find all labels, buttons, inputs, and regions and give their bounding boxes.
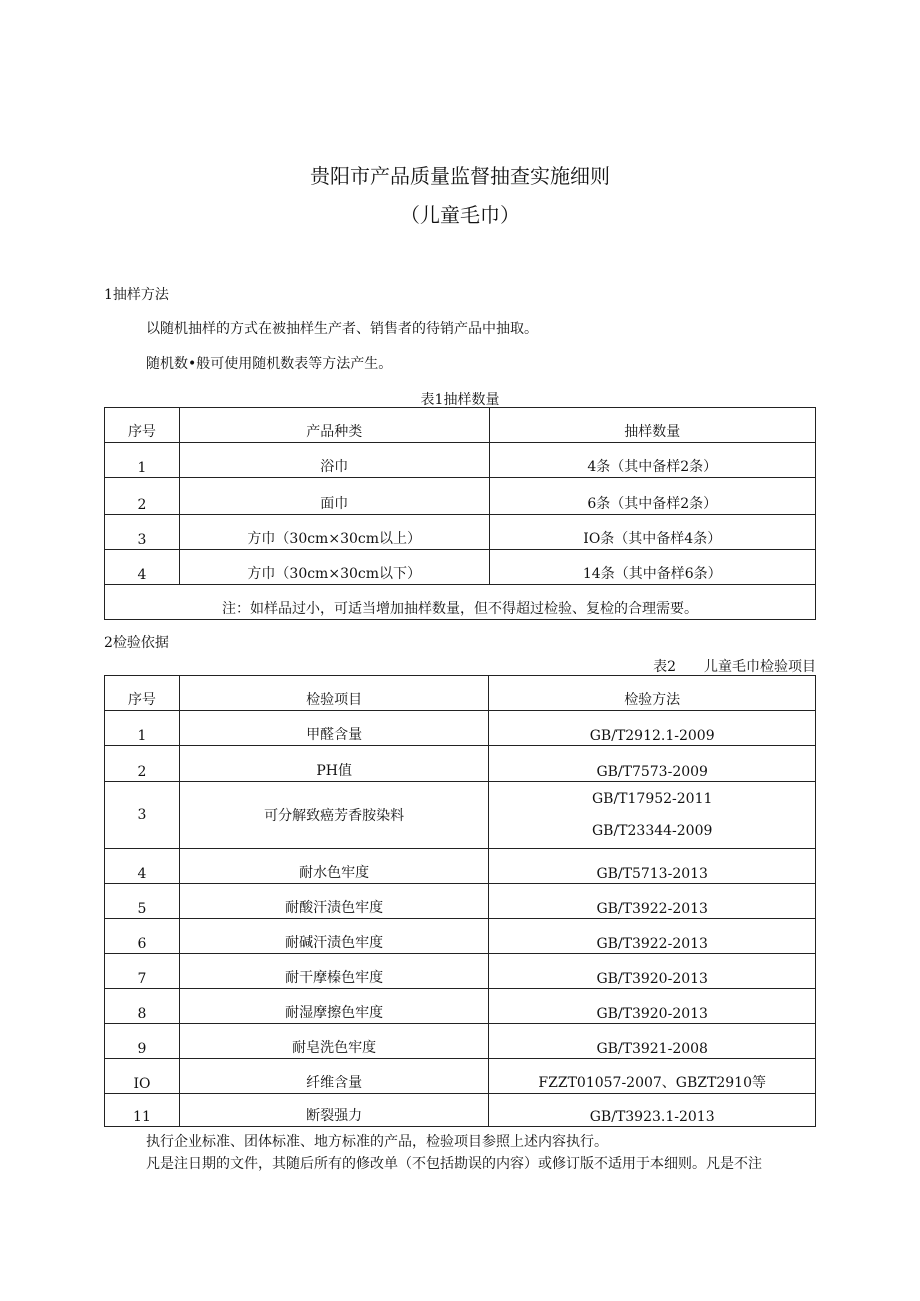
table-cell: IO: [105, 1059, 180, 1094]
header-cell: 序号: [105, 676, 180, 711]
table-row: [105, 849, 816, 884]
table-cell: GB/T3921-2008: [489, 1024, 816, 1059]
header-cell: 序号: [105, 408, 180, 443]
table-cell: 4: [105, 849, 180, 884]
table-cell: 6条（其中备样2条）: [489, 478, 815, 515]
table-cell: 3: [105, 782, 180, 849]
table-cell: 耐干摩榛色牢度: [179, 954, 489, 989]
header-cell: 抽样数量: [489, 408, 815, 443]
sampling-table: [104, 407, 816, 620]
table-cell: 2: [105, 746, 180, 782]
table-cell: GB/T2912.1-2009: [489, 711, 816, 746]
table-cell: 浴巾: [179, 443, 489, 478]
table-cell: GB/T3922-2013: [489, 919, 816, 954]
table-cell: 耐皂洗色牢度: [179, 1024, 489, 1059]
table-row: [105, 989, 816, 1024]
table-row: [105, 919, 816, 954]
table-cell: GB/T3920-2013: [489, 954, 816, 989]
table-row: [105, 1059, 816, 1094]
table-cell: GB/T3922-2013: [489, 884, 816, 919]
page-subtitle: （儿童毛巾）: [400, 203, 520, 227]
table-row: [105, 711, 816, 746]
table-row: [105, 478, 816, 515]
table-cell: GB/T3920-2013: [489, 989, 816, 1024]
table-cell: 纤维含量: [179, 1059, 489, 1094]
inspection-table: [104, 675, 816, 1127]
table-row: [105, 884, 816, 919]
table-header-row: [105, 408, 816, 443]
table-cell: 3: [105, 515, 180, 550]
method-line: GB/T17952-2011: [591, 791, 713, 807]
table-cell: 方巾（30cm×30cm以下）: [179, 550, 489, 585]
table-cell: 5: [105, 884, 180, 919]
page-title: 贵阳市产品质量监督抽查实施细则: [310, 164, 610, 188]
table-cell: 1: [105, 443, 180, 478]
header-cell: 检验方法: [489, 676, 816, 711]
table-cell: 6: [105, 919, 180, 954]
table-cell: PH值: [179, 746, 489, 782]
table-cell: FZZT01057-2007、GBZT2910等: [489, 1059, 816, 1094]
table-cell: 可分解致癌芳香胺染料: [179, 782, 489, 849]
section1-para1: 以随机抽样的方式在被抽样生产者、销售者的待销产品中抽取。: [146, 321, 538, 337]
table-row: [105, 954, 816, 989]
table-row: [105, 515, 816, 550]
method-line: GB/T23344-2009: [591, 823, 713, 839]
table-cell: 4: [105, 550, 180, 585]
header-cell: 检验项目: [179, 676, 489, 711]
table2-caption: 表2 儿童毛巾检验项目: [653, 659, 816, 675]
table-cell: 8: [105, 989, 180, 1024]
table-cell: 断裂强力: [179, 1094, 489, 1127]
table-cell: 14条（其中备样6条）: [489, 550, 815, 585]
table-cell: 2: [105, 478, 180, 515]
table-row: [105, 782, 816, 849]
table-cell: 耐酸汗渍色牢度: [179, 884, 489, 919]
table-header-row: [105, 676, 816, 711]
section2-after2: 凡是注日期的文件，其随后所有的修改单（不包括勘误的内容）或修订版不适用于本细则。凡是不注: [146, 1156, 762, 1172]
table-cell: 11: [105, 1094, 180, 1127]
table-cell: IO条（其中备样4条）: [489, 515, 815, 550]
table-cell: 耐湿摩擦色牢度: [179, 989, 489, 1024]
table-cell: [489, 782, 816, 849]
table-row: [105, 443, 816, 478]
header-cell: 产品种类: [179, 408, 489, 443]
table1-caption: 表1抽样数量: [420, 392, 500, 408]
table-cell: 方巾（30cm×30cm以上）: [179, 515, 489, 550]
table-row: [105, 746, 816, 782]
section2-heading: 2检验依据: [104, 635, 169, 651]
section2-after1: 执行企业标准、团体标准、地方标准的产品，检验项目参照上述内容执行。: [146, 1134, 608, 1150]
table-cell: 1: [105, 711, 180, 746]
section1-heading: 1抽样方法: [104, 287, 169, 303]
table-cell: 甲醛含量: [179, 711, 489, 746]
table-cell: 9: [105, 1024, 180, 1059]
table-cell: 耐碱汗渍色牢度: [179, 919, 489, 954]
table-row: [105, 1024, 816, 1059]
table-cell: 4条（其中备样2条）: [489, 443, 815, 478]
table-cell: 7: [105, 954, 180, 989]
table-row: [105, 550, 816, 585]
table-note: 注：如样品过小，可适当增加抽样数量，但不得超过检验、复检的合理需要。: [105, 585, 816, 620]
table-cell: GB/T5713-2013: [489, 849, 816, 884]
table-row: [105, 1094, 816, 1127]
section1-para2: 随机数•般可使用随机数表等方法产生。: [146, 356, 393, 372]
table-cell: 耐水色牢度: [179, 849, 489, 884]
table-note-row: [105, 585, 816, 620]
table-cell: GB/T7573-2009: [489, 746, 816, 782]
table-cell: 面巾: [179, 478, 489, 515]
table-cell: GB/T3923.1-2013: [489, 1094, 816, 1127]
